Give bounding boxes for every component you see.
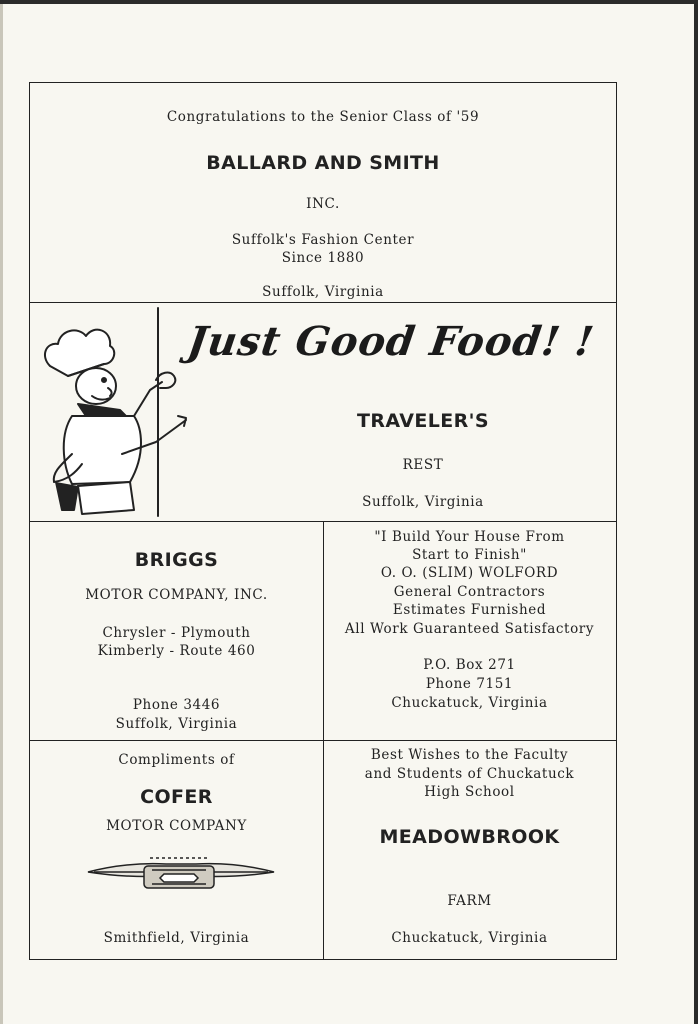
congrats-text: Congratulations to the Senior Class of '59 <box>166 109 480 125</box>
ad-wolford-contractors <box>323 521 616 740</box>
ad-cofer-motor <box>30 740 323 959</box>
location-text: Chuckatuck, Virginia <box>391 930 548 946</box>
service-text: All Work Guaranteed Satisfactory <box>344 621 595 637</box>
phone-text: Phone 3446 <box>132 697 221 713</box>
brands-text: Chrysler - Plymouth <box>102 625 251 641</box>
ads-frame <box>29 82 617 960</box>
location-text: Suffolk, Virginia <box>362 494 484 510</box>
company-text: MOTOR COMPANY <box>106 818 247 834</box>
business-name: O. O. (SLIM) WOLFORD <box>380 565 559 581</box>
quote-text: "I Build Your House From <box>374 529 565 545</box>
business-suffix: REST <box>402 457 444 473</box>
chevrolet-emblem-icon <box>86 852 276 894</box>
business-name: MEADOWBROOK <box>379 826 560 848</box>
address-text: Kimberly - Route 460 <box>97 643 256 659</box>
ad-travelers-rest <box>30 302 616 521</box>
compliments-text: Compliments of <box>118 752 235 768</box>
yearbook-page <box>0 4 694 1024</box>
business-name: BALLARD AND SMITH <box>206 152 440 174</box>
tagline: Suffolk's Fashion Center <box>231 232 415 248</box>
since-text: Since 1880 <box>281 250 365 266</box>
slogan-text: Just Good Food! ! <box>184 318 598 365</box>
quote-text: Start to Finish" <box>412 547 527 563</box>
business-suffix: FARM <box>447 893 492 909</box>
ad-ballard-smith <box>30 83 616 302</box>
business-name: COFER <box>140 786 213 808</box>
chef-illustration-icon <box>38 304 188 519</box>
wishes-text: and Students of Chuckatuck <box>364 766 575 782</box>
pobox-text: P.O. Box 271 <box>423 657 516 673</box>
wishes-text: Best Wishes to the Faculty <box>370 747 569 763</box>
location-text: Suffolk, Virginia <box>115 716 238 732</box>
business-name: TRAVELER'S <box>357 410 489 432</box>
business-suffix: INC. <box>306 196 340 212</box>
location-text: Suffolk, Virginia <box>262 284 384 300</box>
phone-text: Phone 7151 <box>425 676 514 692</box>
wishes-text: High School <box>424 784 515 800</box>
location-text: Chuckatuck, Virginia <box>391 695 548 711</box>
company-text: MOTOR COMPANY, INC. <box>85 587 268 603</box>
ad-meadowbrook-farm <box>323 740 616 959</box>
ad-briggs-motor <box>30 521 323 740</box>
service-text: General Contractors <box>393 584 546 600</box>
service-text: Estimates Furnished <box>392 602 547 618</box>
business-name: BRIGGS <box>134 549 219 571</box>
location-text: Smithfield, Virginia <box>103 930 250 946</box>
